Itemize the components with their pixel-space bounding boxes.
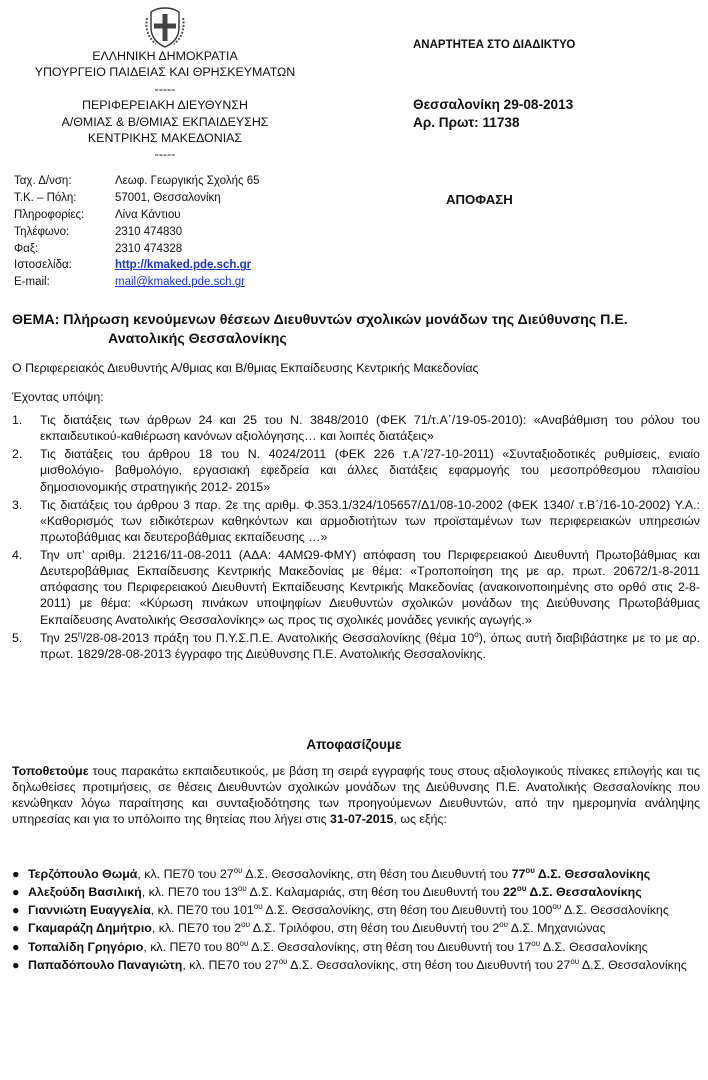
contact-label: Τ.Κ. – Πόλη: [14,191,77,204]
item-text: Την $25^\eta/28-08-2013$ πράξη του Π.Υ.Σ.Π.Ε. Ανατολικής Θεσσαλονίκης (θέμα $10^o$), όπως αυτή διαβιβάστηκε με το με αρ. πρωτ. 1829/28-08-2013 έγγραφο της Διεύθυνσης Π.Ε. Ανατολικής Θεσσαλονίκης. [40,629,700,661]
decision-paragraph: Τοποθετούμε τους παρακάτω εκπαιδευτικούς, με βάση τη σειρά εγγραφής τους στους αξιολογικούς πίνακες επιλογής και τις δηλωθείσες προτιμήσεις, σε θέσεις Διευθυντών σχολικών μονάδων της Διεύθυνσης Π.Ε. Ανατολικής Θεσσαλονίκης που κενώθηκαν λόγω παραίτησης και συνταξιοδότησης των προηγούμενων Διευθυντών, από την ημερομηνία ανάληψης υπηρεσίας και για το υπόλοιπο της θητείας που λήγει στις 31-07-2015, ως εξής: [12,764,700,827]
issuing-authority [0,48,330,163]
contact-label: Φαξ: [14,242,39,255]
org-line: ΠΕΡΙΦΕΡΕΙΑΚΗ ΔΙΕΥΘΥΝΣΗ [82,98,248,113]
subject-text-continued: Ανατολικής Θεσσαλονίκης [108,331,287,348]
list-item [12,630,700,662]
list-item: ● Γκαμαράζη Δημήτριο, κλ. ΠΕ70 του $2^{o\upsilon}$ Δ.Σ. Τριλόφου, στη θέση του Διευθυντή του $2^{o\upsilon}$ Δ.Σ. Μηχανιώνας [12,920,606,936]
bullet-icon: ● [12,957,20,972]
item-number: 2. [12,447,23,462]
item-text: Τις διατάξεις του άρθρου 3 παρ. 2ε της αριθμ. Φ.353.1/324/105657/Δ1/08-10-2002 (ΦΕΚ 1340/ τ.Β΄/16-10-2002) Υ.Α.: «Καθορισμός των ειδικότερων καθηκόντων και αρμοδιοτήτων των προϊσταμένων των περιφερειακών υπηρεσιών πρωτοβάθμιας και δευτεροβάθμιας εκπαίδευσης …» [40,497,700,544]
list-item: ● Τοπαλίδη Γρηγόριο, κλ. ΠΕ70 του $80^{o\upsilon}$ Δ.Σ. Θεσσαλονίκης, στη θέση του Διευθυντή του $17^{o\upsilon}$ Δ.Σ. Θεσσαλονίκης [12,938,648,954]
post-online-notice: ΑΝΑΡΤΗΤΕΑ ΣΤΟ ΔΙΑΔΙΚΤΥΟ [413,39,576,51]
term-end-date: 31-07-2015 [330,812,394,827]
contact-value: 2310 474328 [115,242,183,255]
email-link[interactable]: mail@kmaked.pde.sch.gr [115,276,245,289]
contact-details [14,173,260,291]
bullet-icon: ● [12,867,20,881]
subject-line [12,311,702,349]
contact-label: Πληροφορίες: [14,208,85,221]
item-text: Την υπ’ αριθμ. 21216/11-08-2011 (ΑΔΑ: 4ΑΜΩ9-ΦΜΥ) απόφαση του Περιφερειακού Διευθυντή Πρωτοβάθμιας και Δευτεροβάθμιας Εκπαίδευσης Κεντρικής Μακεδονίας με θέμα: «Τροποποίηση της με αρ. πρωτ. 20672/1-8-2011 απόφασης του Περιφερειακού Διευθυντή Εκπαίδευσης Κεντρικής Μακεδονίας (ανακοινοποιημένης στο ορθό στις 2-8-2011) με θέμα: «Κύρωση πινάκων υποψηφίων Διευθυντών σχολικών μονάδων της Διεύθυνσης Πρωτοβάθμιας Εκπαίδευσης Ανατολικής Θεσσαλονίκης» ως προς τις σχολικές μονάδες γενικής αγωγής.» [40,548,700,627]
org-line: ΥΠΟΥΡΓΕΙΟ ΠΑΙΔΕΙΑΣ ΚΑΙ ΘΡΗΣΚΕΥΜΑΤΩΝ [34,65,296,80]
item-text: Τις διατάξεις των άρθρων 24 και 25 του Ν. 3848/2010 (ΦΕΚ 71/τ.Α΄/19-05-2010): «Αναβάθμιση του ρόλου του εκπαιδευτικού-καθιέρωση κανόνων αξιολόγησης… και λοιπές διατάξεις» [40,413,700,444]
subject-prefix: ΘΕΜΑ: [12,312,60,328]
list-item: ● Γιαννιώτη Ευαγγελία, κλ. ΠΕ70 του $101^{o\upsilon}$ Δ.Σ. Θεσσαλονίκης, στη θέση του Διευθυντή του $100^{o\upsilon}$ Δ.Σ. Θεσσαλονίκης [12,902,669,918]
list-item [12,497,700,545]
contact-row [14,241,260,258]
item-number: 1. [12,413,23,427]
list-item: ● Παπαδόπουλο Παναγιώτη, κλ. ΠΕ70 του $27^{o\upsilon}$ Δ.Σ. Θεσσαλονίκης, στη θέση του Διευθυντή του $27^{o\upsilon}$ Δ.Σ. Θεσσαλονίκης [12,956,687,972]
contact-label: Τηλέφωνο: [14,225,70,238]
contact-row [14,257,260,274]
contact-value: 57001, Θεσσαλονίκη [115,191,221,204]
contact-value: Λίνα Κάντιου [115,208,181,221]
having-regard-label: Έχοντας υπόψη: [12,390,104,404]
org-separator: ----- [154,147,176,162]
document-type-title: ΑΠΟΦΑΣΗ [446,192,513,207]
bullet-icon: ● [12,885,20,900]
item-number: 3. [12,497,23,512]
appointments-list [12,866,700,975]
bullet-icon: ● [12,921,20,936]
document-date: Θεσσαλονίκη 29-08-2013 [413,97,574,112]
issuer-statement: Ο Περιφερειακός Διευθυντής Α/θμιας και Β/θμιας Εκπαίδευσης Κεντρικής Μακεδονίας [12,361,479,375]
item-number: 4. [12,548,23,562]
contact-row [14,274,260,291]
greek-coat-of-arms-icon [142,4,188,50]
contact-label: Ταχ. Δ/νση: [14,175,72,187]
org-separator: ----- [154,81,176,96]
org-line: ΕΛΛΗΝΙΚΗ ΔΗΜΟΚΡΑΤΙΑ [92,49,238,63]
org-line: Α/ΘΜΙΑΣ & Β/ΘΜΙΑΣ ΕΚΠΑΙΔΕΥΣΗΣ [61,114,269,129]
bullet-icon: ● [12,939,20,954]
item-number: 5. [12,630,23,645]
list-item [12,412,700,444]
list-item: ● Αλεξούδη Βασιλική, κλ. ΠΕ70 του $13^{o\upsilon}$ Δ.Σ. Καλαμαριάς, στη θέση του Διευθυντή του $22^{o\upsilon}$ Δ.Σ. Θεσσαλονίκης [12,884,642,900]
list-item [12,547,700,628]
list-item [12,446,700,494]
org-line: ΚΕΝΤΡΙΚΗΣ ΜΑΚΕΔΟΝΙΑΣ [87,130,243,145]
date-protocol-block [413,96,573,132]
protocol-number: Αρ. Πρωτ: 11738 [413,114,520,130]
contact-row [14,173,260,190]
bullet-icon: ● [12,903,20,918]
decision-lead: Τοποθετούμε [12,764,89,778]
contact-label: E-mail: [14,276,50,289]
contact-value: Λεωφ. Γεωργικής Σχολής 65 [115,175,260,187]
decision-heading: Αποφασίζουμε [306,737,402,752]
contact-label: Ιστοσελίδα: [14,259,72,272]
list-item: ● Τερζόπουλο Θωμά, κλ. ΠΕ70 του $27^{o\upsilon}$ Δ.Σ. Θεσσαλονίκης, στη θέση του Διευθυντή του $77^{o\upsilon}$ Δ.Σ. Θεσσαλονίκης [12,865,651,881]
item-text: Τις διατάξεις του άρθρου 18 του Ν. 4024/2011 (ΦΕΚ 226 τ.Α΄/27-10-2011) «Συνταξιοδοτικές ρυθμίσεις, ενιαίο μισθολόγιο- βαθμολόγιο, εργασιακή εφεδρεία και άλλες διατάξεις εφαρμογής του μεσοπρόθεσμου πλαισίου δημοσιονομικής στρατηγικής 2012- 2015» [40,447,700,494]
contact-row [14,207,260,224]
contact-row [14,224,260,241]
contact-value: 2310 474830 [115,225,183,238]
contact-row [14,190,260,207]
subject-text: Πλήρωση κενούμενων θέσεων Διευθυντών σχολικών μονάδων της Διεύθυνσης Π.Ε. [63,312,628,328]
website-link[interactable]: http://kmaked.pde.sch.gr [115,259,252,272]
considerations-list [12,412,700,664]
